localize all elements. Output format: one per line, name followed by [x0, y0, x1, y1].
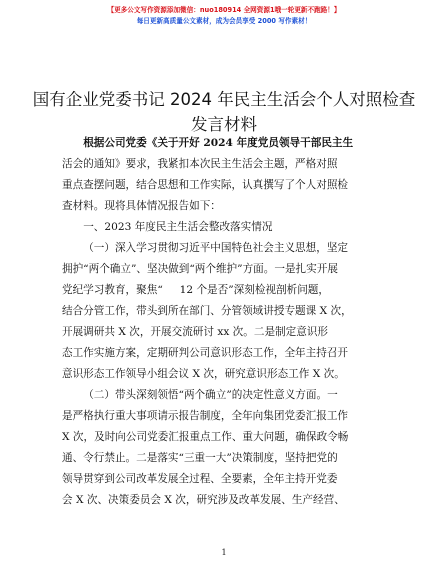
- paragraph-line: （一）深入学习贯彻习近平中国特色社会主义思想，坚定: [83, 242, 349, 254]
- paragraph-line: 结合分管工作，带头到所在部门、分管领域讲授专题课 X 次，: [62, 305, 352, 317]
- intro-line: 重点查摆问题，结合思想和工作实际，认真撰写了个人对照检: [62, 179, 349, 191]
- paragraph-line: 是严格执行重大事项请示报告制度，全年向集团党委汇报工作: [62, 410, 349, 422]
- paragraph-line: 党纪学习教育，聚焦“ 12 个是否”深刻检视剖析问题，: [62, 284, 329, 296]
- paragraph-line: 通、令行禁止。二是落实“三重一大”决策制度，坚持把党的: [62, 452, 338, 464]
- section-heading: 一、2023 年度民主生活会整改落实情况: [83, 221, 273, 233]
- paragraph-line: X 次，及时向公司党委汇报重点工作、重大问题，确保政令畅: [62, 431, 349, 443]
- intro-line: 根据公司党委《关于开好 2024 年度党员领导干部民主生: [83, 137, 354, 149]
- intro-line: 活会的通知》要求，我紧扣本次民主生活会主题，严格对照: [62, 158, 338, 170]
- intro-line: 查材料。现将具体情况报告如下：: [62, 200, 221, 212]
- paragraph-line: 态工作实施方案，定期研判公司意识形态工作，全年主持召开: [62, 347, 349, 359]
- paragraph-line: 意识形态工作领导小组会议 X 次，研究意识形态工作 X 次。: [62, 368, 345, 380]
- document-title: 国有企业党委书记 2024 年民主生活会个人对照检查发言材料: [32, 90, 416, 134]
- document-body: [62, 133, 392, 511]
- paragraph-line: 领导贯穿到公司改革发展全过程、全要素，全年主持开党委: [62, 473, 338, 485]
- paragraph-line: 拥护“两个确立”、坚决做到“两个维护”方面。一是扎实开展: [62, 263, 338, 275]
- paragraph-line: 会 X 次、决策委员会 X 次，研究涉及改革发展、生产经营、: [62, 494, 345, 506]
- banner-promo-line: 【更多公文写作资源添加微信：nuo180914 全网资源1哦一轮更新不跑路！】: [107, 6, 341, 14]
- banner-subline: 每日更新高质量公文素材，成为会员享受 2000 写作素材！: [136, 17, 312, 25]
- page-number: 1: [221, 548, 227, 557]
- top-banner: [0, 5, 448, 27]
- paragraph-line: （二）带头深刻领悟“两个确立”的决定性意义方面。一: [83, 389, 338, 401]
- paragraph-line: 开展调研共 X 次，开展交流研讨 xx 次。二是制定意识形: [62, 326, 329, 338]
